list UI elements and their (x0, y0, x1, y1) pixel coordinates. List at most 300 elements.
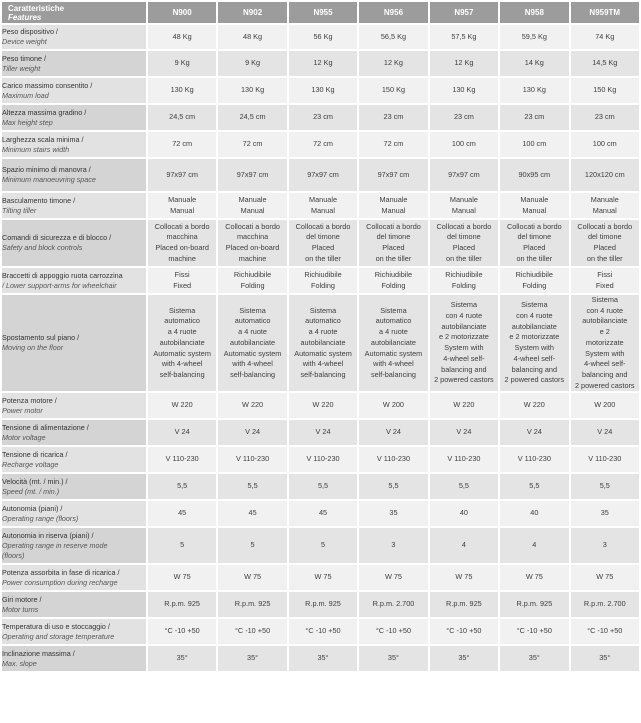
spec-value-line: 130 Kg (170, 85, 194, 95)
spec-value-cell (218, 646, 286, 671)
spec-value-cell (571, 565, 639, 590)
spec-value-cell (289, 420, 357, 445)
spec-label-it: Braccetti di appoggio ruota carrozzina (2, 270, 123, 280)
spec-value-line: e 2 motorizzate (509, 332, 560, 342)
spec-value-line: autobilanciate (441, 321, 487, 331)
spec-value-line: 130 Kg (311, 85, 335, 95)
spec-value-line: 72 cm (172, 139, 193, 149)
spec-value-line: 56,5 Kg (380, 31, 407, 41)
spec-value-cell (500, 528, 568, 563)
spec-value-cell (430, 295, 498, 391)
spec-label (2, 474, 146, 499)
spec-value-line: Sistema (168, 305, 196, 315)
spec-value-line: °C -10 +50 (375, 626, 412, 636)
spec-value-line: °C -10 +50 (446, 626, 482, 636)
spec-label-en: Operating range in reserve mode (2, 540, 108, 550)
spec-label-it: Potenza assorbita in fase di ricarica / (2, 567, 120, 577)
spec-label-it: Tensione di ricarica / (2, 449, 68, 459)
spec-value-cell (289, 393, 357, 418)
spec-value-line: Richiudibile (515, 269, 553, 279)
spec-value-line: 48 Kg (172, 31, 192, 41)
spec-value-line: V 24 (385, 427, 401, 437)
spec-value-line: Fissi (174, 269, 190, 279)
spec-value-line: V 24 (456, 427, 472, 437)
spec-value-line: con 4 ruote (586, 305, 624, 315)
spec-value-line: Manuale (590, 194, 619, 204)
features-header-en: Features (8, 12, 42, 22)
spec-value-line: Manual (381, 205, 406, 215)
spec-value-cell (148, 132, 216, 157)
spec-value-cell (289, 646, 357, 671)
spec-value-line: 90x95 cm (518, 169, 551, 179)
spec-value-line: V 110-230 (588, 454, 622, 464)
spec-value-cell (148, 78, 216, 103)
spec-value-line: 4 (532, 540, 537, 550)
spec-label-it: Autonomia (piani) / (2, 503, 63, 513)
spec-value-line: Manuale (449, 194, 478, 204)
spec-value-line: autobilanciate (230, 337, 276, 347)
spec-value-cell (430, 78, 498, 103)
spec-value-cell (359, 619, 427, 644)
spec-value-line: balancing and (441, 364, 487, 374)
spec-value-line: 130 Kg (452, 85, 476, 95)
model-header: N958 (500, 2, 568, 23)
spec-value-line: 12 Kg (454, 58, 474, 68)
spec-label-it: Larghezza scala minima / (2, 134, 84, 144)
spec-value-line: Fixed (173, 280, 192, 290)
spec-row (2, 420, 639, 445)
spec-value-line: self-balancing (230, 369, 276, 379)
spec-value-cell (359, 565, 427, 590)
spec-label-en: Motor voltage (2, 432, 46, 442)
spec-value-line: 24,5 cm (169, 112, 196, 122)
spec-value-line: Sistema (239, 305, 266, 315)
spec-label (2, 220, 146, 266)
spec-value-line: 23 cm (524, 112, 545, 122)
spec-value-line: 45 (248, 508, 257, 518)
spec-row (2, 646, 639, 671)
spec-value-line: 35° (458, 653, 470, 663)
spec-row (2, 78, 639, 103)
spec-value-cell (500, 619, 568, 644)
spec-label (2, 501, 146, 526)
spec-value-line: on the tiller (586, 253, 623, 263)
spec-value-cell (289, 528, 357, 563)
spec-value-cell (289, 25, 357, 49)
spec-value-line: 12 Kg (383, 58, 403, 68)
spec-value-cell (500, 105, 568, 130)
spec-value-line: 74 Kg (595, 31, 615, 41)
spec-label (2, 528, 146, 563)
spec-value-line: 150 Kg (381, 85, 406, 95)
spec-label-en: Max. slope (2, 658, 37, 668)
spec-value-line: °C -10 +50 (516, 626, 552, 636)
spec-label-it: Comandi di sicurezza e di blocco / (2, 233, 112, 242)
spec-label-en: Moving on the floor (2, 343, 64, 353)
spec-value-line: a 4 ruote (238, 327, 267, 337)
spec-value-line: 5,5 (317, 481, 329, 491)
spec-value-line: 100 cm (451, 139, 476, 149)
spec-value-line: 2 powered castors (574, 380, 635, 390)
spec-label-it: Potenza motore / (2, 395, 57, 405)
spec-label-it: Altezza massima gradino / (2, 107, 87, 117)
spec-value-line: 48 Kg (243, 31, 263, 41)
spec-value-line: 12 Kg (313, 58, 333, 68)
spec-value-cell (500, 420, 568, 445)
spec-value-line: R.p.m. 925 (305, 599, 341, 609)
spec-label-en: Minimum manoeuvring space (2, 175, 96, 184)
spec-value-line: °C -10 +50 (305, 626, 341, 636)
features-header (2, 2, 146, 23)
spec-value-line: 35° (528, 653, 540, 663)
spec-value-line: W 220 (171, 400, 193, 410)
spec-label-en: Max height step (2, 117, 53, 127)
spec-value-line: 35° (247, 653, 259, 663)
spec-value-cell (148, 25, 216, 49)
spec-label-en: (floors) (2, 550, 25, 560)
model-header: N957 (430, 2, 498, 23)
spec-value-line: 150 Kg (593, 85, 617, 95)
spec-value-cell (359, 268, 427, 293)
spec-value-line: on the tiller (516, 253, 553, 263)
spec-value-cell (500, 447, 568, 472)
spec-value-cell (571, 78, 639, 103)
spec-value-cell (430, 619, 498, 644)
spec-value-line: 72 cm (383, 139, 404, 149)
spec-value-line: with 4-wheel (161, 359, 203, 369)
spec-value-line: 23 cm (313, 112, 333, 122)
spec-value-line: Collocati a bordo (295, 221, 351, 231)
spec-value-line: Manual (240, 205, 265, 215)
spec-value-cell (148, 268, 216, 293)
spec-label (2, 159, 146, 191)
spec-value-line: 97x97 cm (377, 169, 410, 179)
spec-value-line: 5,5 (458, 481, 469, 491)
spec-value-cell (218, 565, 286, 590)
spec-value-cell (289, 51, 357, 76)
spec-value-cell (430, 132, 498, 157)
spec-value-line: W 220 (453, 400, 475, 410)
spec-value-line: Folding (311, 280, 335, 290)
spec-value-cell (500, 592, 568, 617)
spec-value-line: con 4 ruote (516, 311, 553, 321)
features-header-it: Caratteristiche (8, 3, 65, 13)
spec-value-line: °C -10 +50 (164, 626, 200, 636)
spec-label (2, 132, 146, 157)
spec-value-line: V 24 (174, 427, 190, 437)
spec-value-cell (218, 474, 286, 499)
spec-value-line: Placed on-board (225, 243, 280, 252)
spec-value-cell (430, 565, 498, 590)
spec-value-cell (218, 295, 286, 391)
spec-value-cell (218, 51, 286, 76)
model-header: N900 (148, 2, 216, 23)
spec-value-line: W 75 (455, 572, 473, 582)
spec-value-line: W 75 (244, 572, 262, 582)
spec-value-cell (218, 501, 286, 526)
spec-label-en: Device weight (2, 37, 47, 46)
spec-label (2, 193, 146, 218)
spec-value-line: 14 Kg (524, 58, 544, 68)
spec-value-cell (571, 51, 639, 76)
spec-label-it: Tensione di alimentazione / (2, 422, 89, 432)
spec-value-line: Collocati a bordo (154, 221, 210, 231)
spec-value-cell (289, 220, 357, 266)
spec-value-line: Manual (451, 205, 476, 215)
spec-value-line: Manuale (168, 194, 197, 204)
spec-value-line: 9 Kg (174, 58, 190, 68)
spec-value-line: 35° (387, 653, 399, 663)
spec-value-cell (148, 528, 216, 563)
spec-value-cell (500, 565, 568, 590)
spec-value-line: 5,5 (599, 481, 610, 491)
spec-value-cell (148, 420, 216, 445)
spec-value-cell (430, 592, 498, 617)
spec-value-line: V 24 (245, 427, 261, 437)
spec-value-cell (148, 51, 216, 76)
spec-value-cell (289, 132, 357, 157)
spec-value-line: Manuale (238, 194, 267, 204)
spec-value-cell (359, 501, 427, 526)
spec-value-cell (148, 105, 216, 130)
spec-value-cell (218, 159, 286, 191)
spec-label (2, 51, 146, 76)
spec-value-line: a 4 ruote (379, 327, 408, 337)
spec-value-line: Placed (311, 243, 335, 252)
spec-value-line: 5 (180, 540, 185, 550)
spec-value-cell (148, 646, 216, 671)
spec-value-line: 35 (389, 508, 398, 518)
spec-value-cell (148, 501, 216, 526)
spec-value-line: V 24 (526, 427, 542, 437)
spec-value-cell (148, 295, 216, 391)
spec-value-line: °C -10 +50 (234, 626, 271, 636)
spec-label-it: Peso timone / (2, 53, 46, 63)
spec-value-line: 130 Kg (241, 85, 265, 95)
spec-value-line: R.p.m. 925 (516, 599, 553, 609)
spec-value-cell (571, 295, 639, 391)
spec-value-line: Placed (593, 243, 616, 252)
spec-value-cell (500, 78, 568, 103)
spec-value-cell (359, 393, 427, 418)
spec-value-cell (148, 474, 216, 499)
spec-value-line: Collocati a bordo (577, 221, 633, 231)
spec-value-cell (359, 78, 427, 103)
spec-value-cell (500, 295, 568, 391)
spec-value-cell (289, 592, 357, 617)
spec-label-it: Carico massimo consentito / (2, 80, 93, 90)
spec-row (2, 565, 639, 590)
spec-value-cell (148, 220, 216, 266)
spec-value-line: 40 (459, 508, 468, 518)
spec-value-line: Richiudibile (374, 269, 413, 279)
spec-value-line: R.p.m. 925 (164, 599, 200, 609)
spec-value-line: R.p.m. 2.700 (583, 599, 626, 609)
spec-value-cell (218, 592, 286, 617)
spec-value-line: balancing and (511, 364, 558, 374)
spec-value-cell (289, 565, 357, 590)
spec-value-line: 4-wheel self- (584, 359, 626, 369)
spec-value-cell (430, 393, 498, 418)
spec-row (2, 193, 639, 218)
spec-value-line: con 4 ruote (445, 311, 483, 321)
spec-value-line: W 75 (173, 572, 191, 582)
spec-value-line: 5 (250, 540, 255, 550)
spec-value-line: on the tiller (446, 253, 482, 263)
spec-value-line: W 75 (384, 572, 402, 582)
spec-value-line: automatico (234, 316, 271, 326)
spec-value-line: V 110-230 (165, 454, 199, 464)
spec-value-line: Sistema (309, 305, 337, 315)
spec-label (2, 619, 146, 644)
spec-value-line: a 4 ruote (308, 327, 338, 337)
spec-value-line: Manuale (379, 194, 408, 204)
spec-value-cell (430, 646, 498, 671)
spec-value-cell (289, 105, 357, 130)
spec-value-cell (218, 105, 286, 130)
spec-value-line: R.p.m. 925 (446, 599, 482, 609)
spec-value-line: Manual (170, 205, 195, 215)
spec-value-line: °C -10 +50 (587, 626, 623, 636)
spec-value-cell (218, 447, 286, 472)
spec-value-line: 5,5 (529, 481, 540, 491)
spec-value-line: e 2 motorizzate (438, 332, 489, 342)
spec-row (2, 447, 639, 472)
spec-row (2, 619, 639, 644)
spec-value-line: autobilanciate (370, 337, 416, 347)
spec-value-cell (571, 132, 639, 157)
spec-label-it: Autonomia in riserva (piani) / (2, 530, 94, 540)
spec-value-line: 100 cm (592, 139, 617, 149)
model-header: N959TM (571, 2, 639, 23)
spec-value-cell (289, 78, 357, 103)
spec-value-cell (359, 420, 427, 445)
spec-value-line: 3 (391, 540, 396, 550)
spec-value-line: del timone (517, 232, 552, 242)
spec-value-line: V 110-230 (236, 454, 270, 464)
spec-value-line: Manual (592, 205, 617, 215)
spec-value-line: 56 Kg (313, 31, 333, 41)
spec-value-cell (148, 193, 216, 218)
spec-value-cell (571, 528, 639, 563)
spec-value-line: autobilanciate (582, 316, 628, 326)
spec-table-header (2, 2, 639, 23)
spec-value-cell (571, 25, 639, 49)
spec-value-line: W 220 (523, 400, 545, 410)
spec-value-cell (148, 159, 216, 191)
model-header: N955 (289, 2, 357, 23)
spec-value-cell (430, 420, 498, 445)
spec-value-line: W 75 (525, 572, 543, 582)
spec-label (2, 295, 146, 391)
spec-value-line: 57,5 Kg (451, 31, 477, 41)
spec-value-line: 23 cm (453, 112, 474, 122)
spec-value-line: Richiudibile (233, 269, 272, 279)
spec-value-line: Placed (523, 243, 546, 252)
spec-value-cell (430, 501, 498, 526)
spec-value-line: Sistema (521, 300, 548, 310)
spec-value-line: 97x97 cm (448, 169, 480, 179)
spec-value-line: balancing and (582, 369, 628, 379)
spec-value-cell (571, 420, 639, 445)
spec-value-cell (218, 528, 286, 563)
spec-value-line: self-balancing (159, 369, 205, 379)
spec-value-cell (430, 159, 498, 191)
spec-table-body (2, 25, 639, 671)
spec-label-en: Tiller weight (2, 63, 41, 73)
spec-value-line: Placed (452, 243, 476, 252)
spec-value-cell (500, 25, 568, 49)
spec-value-line: automatico (305, 316, 341, 326)
spec-label-it: Inclinazione massima / (2, 648, 75, 658)
spec-value-cell (571, 474, 639, 499)
spec-value-cell (148, 592, 216, 617)
spec-value-line: del timone (447, 232, 481, 242)
spec-value-cell (359, 193, 427, 218)
spec-value-line: W 75 (596, 572, 614, 582)
spec-value-line: on the tiller (305, 253, 341, 263)
spec-value-cell (289, 159, 357, 191)
spec-value-line: 40 (530, 508, 539, 518)
spec-value-line: 45 (318, 508, 328, 518)
spec-label-it: Peso dispositivo / (2, 27, 58, 36)
spec-value-line: 45 (178, 508, 187, 518)
spec-value-line: 4 (461, 540, 466, 550)
spec-value-cell (500, 193, 568, 218)
spec-value-cell (218, 420, 286, 445)
spec-value-line: 23 cm (383, 112, 404, 122)
spec-value-line: Collocati a bordo (436, 221, 492, 231)
spec-value-line: with 4-wheel (232, 359, 273, 369)
spec-value-line: 14,5 Kg (592, 58, 618, 68)
spec-value-line: 35° (599, 653, 611, 663)
spec-label (2, 565, 146, 590)
spec-value-line: Manual (522, 205, 547, 215)
spec-value-line: V 110-230 (376, 454, 411, 464)
spec-label-en: Motor turns (2, 604, 39, 614)
spec-value-line: 97x97 cm (166, 169, 198, 179)
spec-value-cell (430, 193, 498, 218)
spec-label (2, 646, 146, 671)
spec-value-cell (148, 447, 216, 472)
spec-value-line: W 220 (242, 400, 264, 410)
spec-value-cell (500, 51, 568, 76)
spec-value-cell (430, 474, 498, 499)
spec-value-line: 35° (176, 653, 188, 663)
spec-value-line: 120x120 cm (584, 169, 625, 179)
spec-value-line: machine (168, 253, 196, 263)
spec-value-line: W 200 (382, 400, 404, 410)
model-header: N956 (359, 2, 427, 23)
spec-row (2, 393, 639, 418)
spec-value-line: Richiudibile (304, 269, 342, 279)
spec-label (2, 420, 146, 445)
spec-value-line: Folding (240, 280, 265, 290)
spec-value-line: automatico (375, 316, 412, 326)
spec-value-cell (500, 474, 568, 499)
spec-value-line: W 200 (594, 400, 616, 410)
spec-value-line: V 110-230 (517, 454, 551, 464)
spec-value-line: W 220 (312, 400, 334, 410)
spec-value-line: del timone (587, 232, 622, 242)
spec-value-cell (289, 295, 357, 391)
spec-value-line: V 110-230 (306, 454, 340, 464)
spec-label-it: Spostamento sul piano / (2, 333, 80, 343)
spec-label-it: Temperatura di uso e stoccaggio / (2, 621, 110, 631)
spec-value-line: 97x97 cm (236, 169, 269, 179)
spec-value-line: Sistema (450, 300, 478, 310)
spec-value-cell (148, 619, 216, 644)
